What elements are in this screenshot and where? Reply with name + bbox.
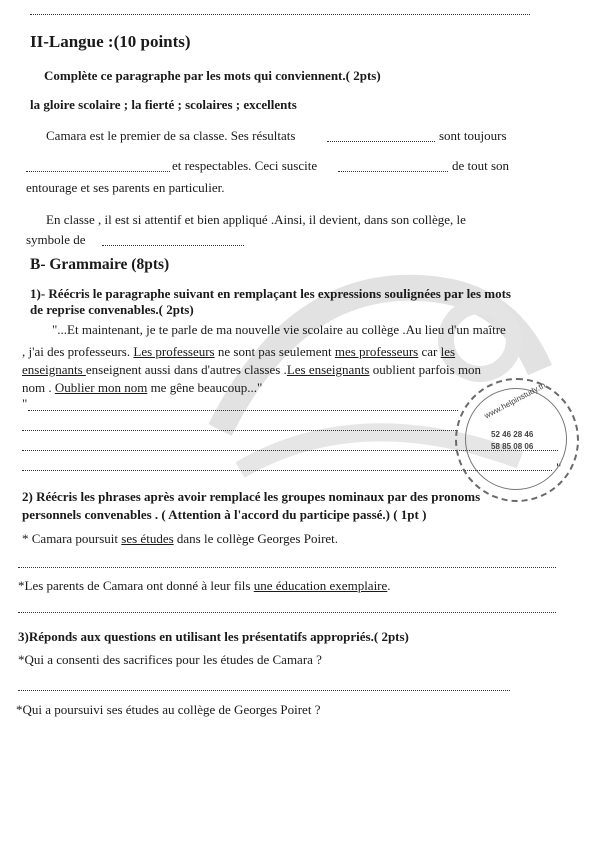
- q2-sentence-2: [18, 578, 391, 594]
- para1-line1: [46, 128, 295, 144]
- stamp-phone-2: 58 85 08 06: [491, 442, 534, 451]
- stamp-phone-1: 52 46 28 46: [491, 430, 534, 439]
- blank-4: [102, 245, 244, 246]
- sentence-text: .: [387, 578, 391, 593]
- quote-line4: [22, 380, 262, 396]
- answer-open-quote: ": [22, 396, 28, 411]
- sentence-text: dans le collège Georges Poiret.: [173, 531, 339, 546]
- para2-text-b: symbole de: [26, 232, 86, 247]
- underlined-expression: les: [440, 344, 456, 359]
- sentence-text: *Les parents de Camara ont donné à leur fils: [18, 578, 254, 593]
- quote-text: me gêne beaucoup...": [147, 380, 263, 395]
- question2-line2: personnels convenables . ( Attention à l'accord du participe passé.) ( 1pt ): [22, 507, 427, 522]
- quote-text: , j'ai des professeurs.: [22, 344, 134, 359]
- underlined-group: ses études: [121, 531, 174, 546]
- stamp-site: www.helpinstudy.tn: [482, 380, 548, 421]
- helpinstudy-stamp: [455, 378, 579, 502]
- para1-text-c: et respectables. Ceci suscite: [172, 158, 318, 173]
- section-title: II-Langue :(10 points): [30, 32, 191, 51]
- blank-3: [338, 171, 448, 172]
- question2-line1: 2) Réécris les phrases après avoir remplacé les groupes nominaux par des pronoms: [22, 489, 481, 504]
- blank-1: [327, 141, 435, 142]
- underlined-expression: Les professeurs: [133, 344, 215, 359]
- answer-line[interactable]: [18, 612, 556, 613]
- blank-2: [26, 171, 170, 172]
- q3-question-1: *Qui a consenti des sacrifices pour les études de Camara ?: [18, 652, 322, 667]
- q3-question-2: *Qui a poursuivi ses études au collège de Georges Poiret ?: [16, 702, 321, 717]
- underlined-expression: Oublier mon nom: [54, 380, 148, 395]
- answer-line[interactable]: [22, 430, 458, 431]
- quote-text: car: [418, 344, 441, 359]
- para1-text-e: entourage et ses parents en particulier.: [26, 180, 225, 195]
- answer-line[interactable]: [28, 410, 458, 411]
- underlined-expression: mes professeurs: [334, 344, 419, 359]
- para2-line1: En classe , il est si attentif et bien appliqué .Ainsi, il devient, dans son collège, le: [46, 212, 466, 227]
- sentence-text: * Camara poursuit: [22, 531, 122, 546]
- para1-text-d: de tout son: [452, 158, 510, 173]
- underlined-group: une éducation exemplaire: [253, 578, 388, 593]
- para1-text-a: Camara est le premier de sa classe. Ses résultats: [46, 128, 296, 143]
- para1-text-b: sont toujours: [439, 128, 507, 143]
- answer-close-quote: ": [556, 460, 562, 475]
- exercise-instruction: Complète ce paragraphe par les mots qui conviennent.( 2pts): [44, 68, 381, 83]
- quote-text: nom .: [22, 380, 55, 395]
- underlined-expression: Les enseignants: [286, 362, 370, 377]
- q2-sentence-1: [22, 531, 338, 547]
- quote-line3: [22, 362, 481, 378]
- top-dotted-line: [30, 14, 530, 15]
- underlined-expression: enseignants: [22, 362, 86, 377]
- question1-line2: de reprise convenables.( 2pts): [30, 302, 194, 317]
- answer-line[interactable]: [18, 690, 510, 691]
- quote-text: oublient parfois mon: [369, 362, 482, 377]
- quote-line2: [22, 344, 455, 360]
- quote-text: enseignent aussi dans d'autres classes .: [85, 362, 287, 377]
- word-bank: la gloire scolaire ; la fierté ; scolaires ; excellents: [30, 97, 297, 112]
- quote-text: ne sont pas seulement: [214, 344, 335, 359]
- grammar-title: B- Grammaire (8pts): [30, 256, 170, 273]
- answer-line[interactable]: [18, 567, 556, 568]
- quote-line1: "...Et maintenant, je te parle de ma nouvelle vie scolaire au collège .Au lieu d'un maître: [52, 322, 506, 337]
- question3-title: 3)Réponds aux questions en utilisant les présentatifs appropriés.( 2pts): [18, 629, 409, 644]
- question1-line1: 1)- Réécris le paragraphe suivant en remplaçant les expressions soulignées par les mots: [30, 286, 511, 301]
